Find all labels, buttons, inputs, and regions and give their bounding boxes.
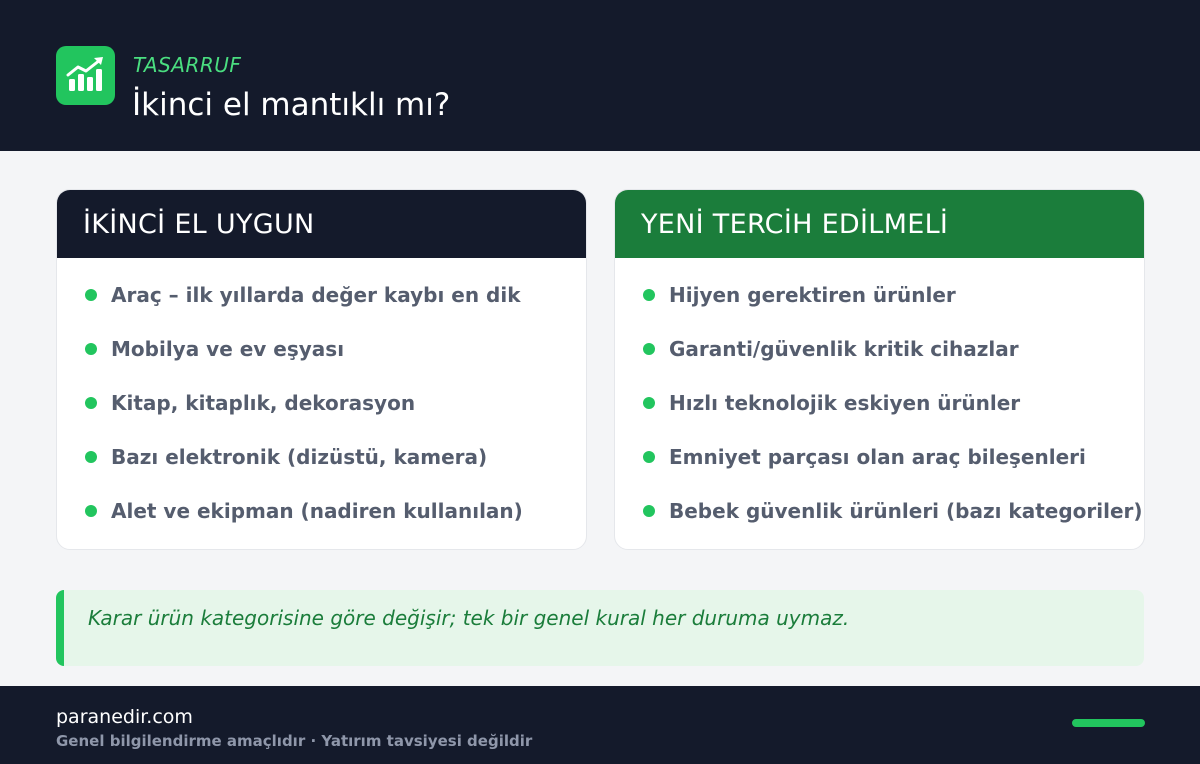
bullet-dot-icon (85, 343, 97, 355)
bullet-dot-icon (85, 505, 97, 517)
list-item (57, 268, 586, 322)
header (0, 0, 1200, 151)
bullet-dot-icon (643, 505, 655, 517)
bullet-dot-icon (85, 397, 97, 409)
bullet-dot-icon (643, 343, 655, 355)
growth-chart-icon (56, 46, 115, 105)
list-item-text: Emniyet parçası olan araç bileşenleri (669, 445, 1086, 469)
list-item (57, 484, 586, 538)
bullet-dot-icon (85, 451, 97, 463)
bullet-dot-icon (85, 289, 97, 301)
summary-note (56, 590, 1144, 666)
card-heading: İKİNCİ EL UYGUN (57, 190, 586, 258)
list-item-text: Bazı elektronik (dizüstü, kamera) (111, 445, 488, 469)
second-hand-suitable-card (56, 189, 587, 550)
list-item-text: Bebek güvenlik ürünleri (bazı kategoriler) (669, 499, 1143, 523)
note-accent-bar (56, 590, 64, 666)
footer-accent-bar (1072, 719, 1145, 727)
site-name: paranedir.com (56, 706, 193, 728)
list-item (57, 322, 586, 376)
list-item-text: Mobilya ve ev eşyası (111, 337, 345, 361)
list-item-text: Garanti/güvenlik kritik cihazlar (669, 337, 1019, 361)
list-item-text: Araç – ilk yıllarda değer kaybı en dik (111, 283, 521, 307)
list-item-text: Kitap, kitaplık, dekorasyon (111, 391, 416, 415)
list-item (57, 376, 586, 430)
bullet-dot-icon (643, 289, 655, 301)
list-item (57, 430, 586, 484)
item-list (615, 258, 1144, 538)
list-item (615, 268, 1144, 322)
bullet-dot-icon (643, 451, 655, 463)
page-title: İkinci el mantıklı mı? (132, 87, 451, 123)
disclaimer-text: Genel bilgilendirme amaçlıdır · Yatırım tavsiyesi değildir (56, 732, 533, 750)
item-list (57, 258, 586, 538)
list-item (615, 484, 1144, 538)
note-text: Karar ürün kategorisine göre değişir; tek bir genel kural her duruma uymaz. (88, 606, 850, 630)
category-label: TASARRUF (133, 53, 242, 77)
list-item-text: Alet ve ekipman (nadiren kullanılan) (111, 499, 523, 523)
bullet-dot-icon (643, 397, 655, 409)
list-item (615, 430, 1144, 484)
footer (0, 686, 1200, 764)
list-item-text: Hijyen gerektiren ürünler (669, 283, 956, 307)
list-item (615, 322, 1144, 376)
list-item-text: Hızlı teknolojik eskiyen ürünler (669, 391, 1021, 415)
card-heading: YENİ TERCİH EDİLMELİ (615, 190, 1144, 258)
list-item (615, 376, 1144, 430)
new-preferred-card (614, 189, 1145, 550)
